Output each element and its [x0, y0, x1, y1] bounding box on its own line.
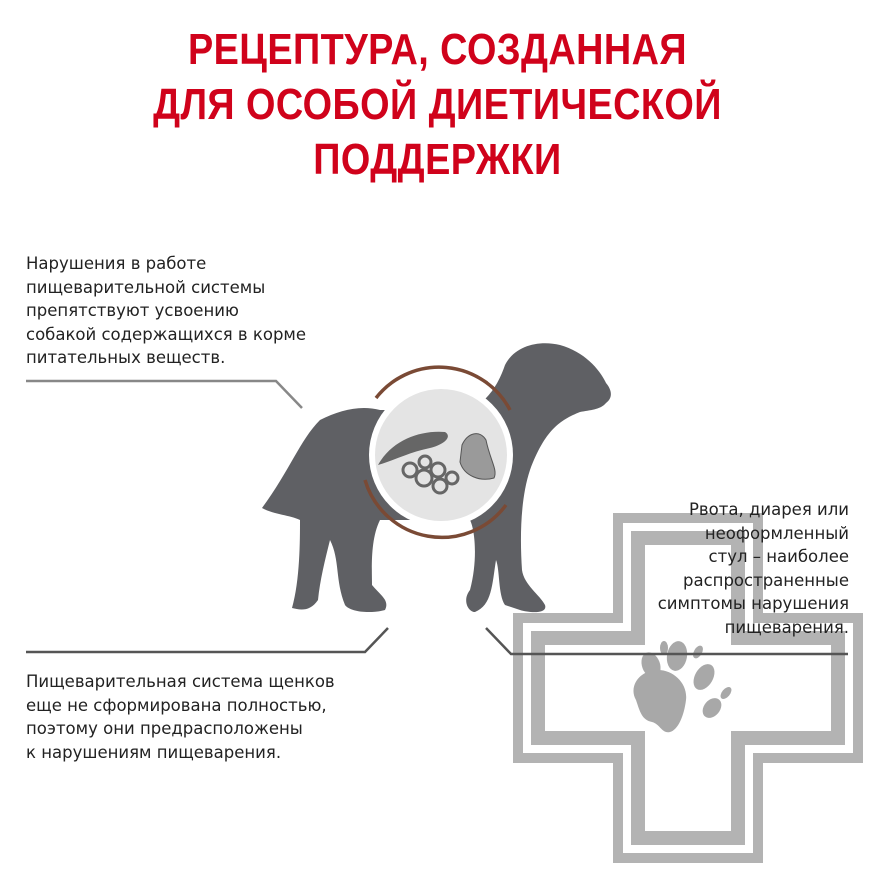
- title-line: ДЛЯ ОСОБОЙ ДИЕТИЧЕСКОЙ: [153, 80, 722, 129]
- text-line: собакой содержащихся в корме: [26, 324, 307, 344]
- callout-line-bottom-left: [26, 628, 388, 652]
- title-line: РЕЦЕПТУРА, СОЗДАННАЯ: [187, 25, 688, 74]
- text-line: пищеварения.: [724, 617, 849, 637]
- text-line: пищеварительной системы: [26, 277, 266, 297]
- callout-puppy-digestion: [26, 670, 386, 764]
- text-line: Нарушения в работе: [26, 254, 207, 273]
- page-title: [61, 22, 814, 187]
- text-line: стул – наиболее: [708, 547, 849, 566]
- text-line: питательных веществ.: [26, 348, 226, 367]
- callout-digestive-disorders: [26, 252, 356, 370]
- text-line: к нарушениям пищеварения.: [26, 742, 282, 762]
- callout-line-top-left: [26, 381, 302, 408]
- text-line: еще не сформирована полностью,: [26, 695, 327, 715]
- text-line: симптомы нарушения: [657, 594, 849, 613]
- text-line: поэтому они предрасположены: [26, 719, 303, 738]
- text-line: распространенные: [683, 570, 849, 590]
- text-line: Пищеварительная система щенков: [26, 672, 335, 691]
- text-line: неоформленный: [704, 523, 849, 543]
- text-line: Рвота, диарея или: [688, 500, 849, 519]
- callout-symptoms: [589, 498, 849, 639]
- text-line: препятствуют усвоению: [26, 301, 239, 320]
- title-line: ПОДДЕРЖКИ: [313, 135, 562, 184]
